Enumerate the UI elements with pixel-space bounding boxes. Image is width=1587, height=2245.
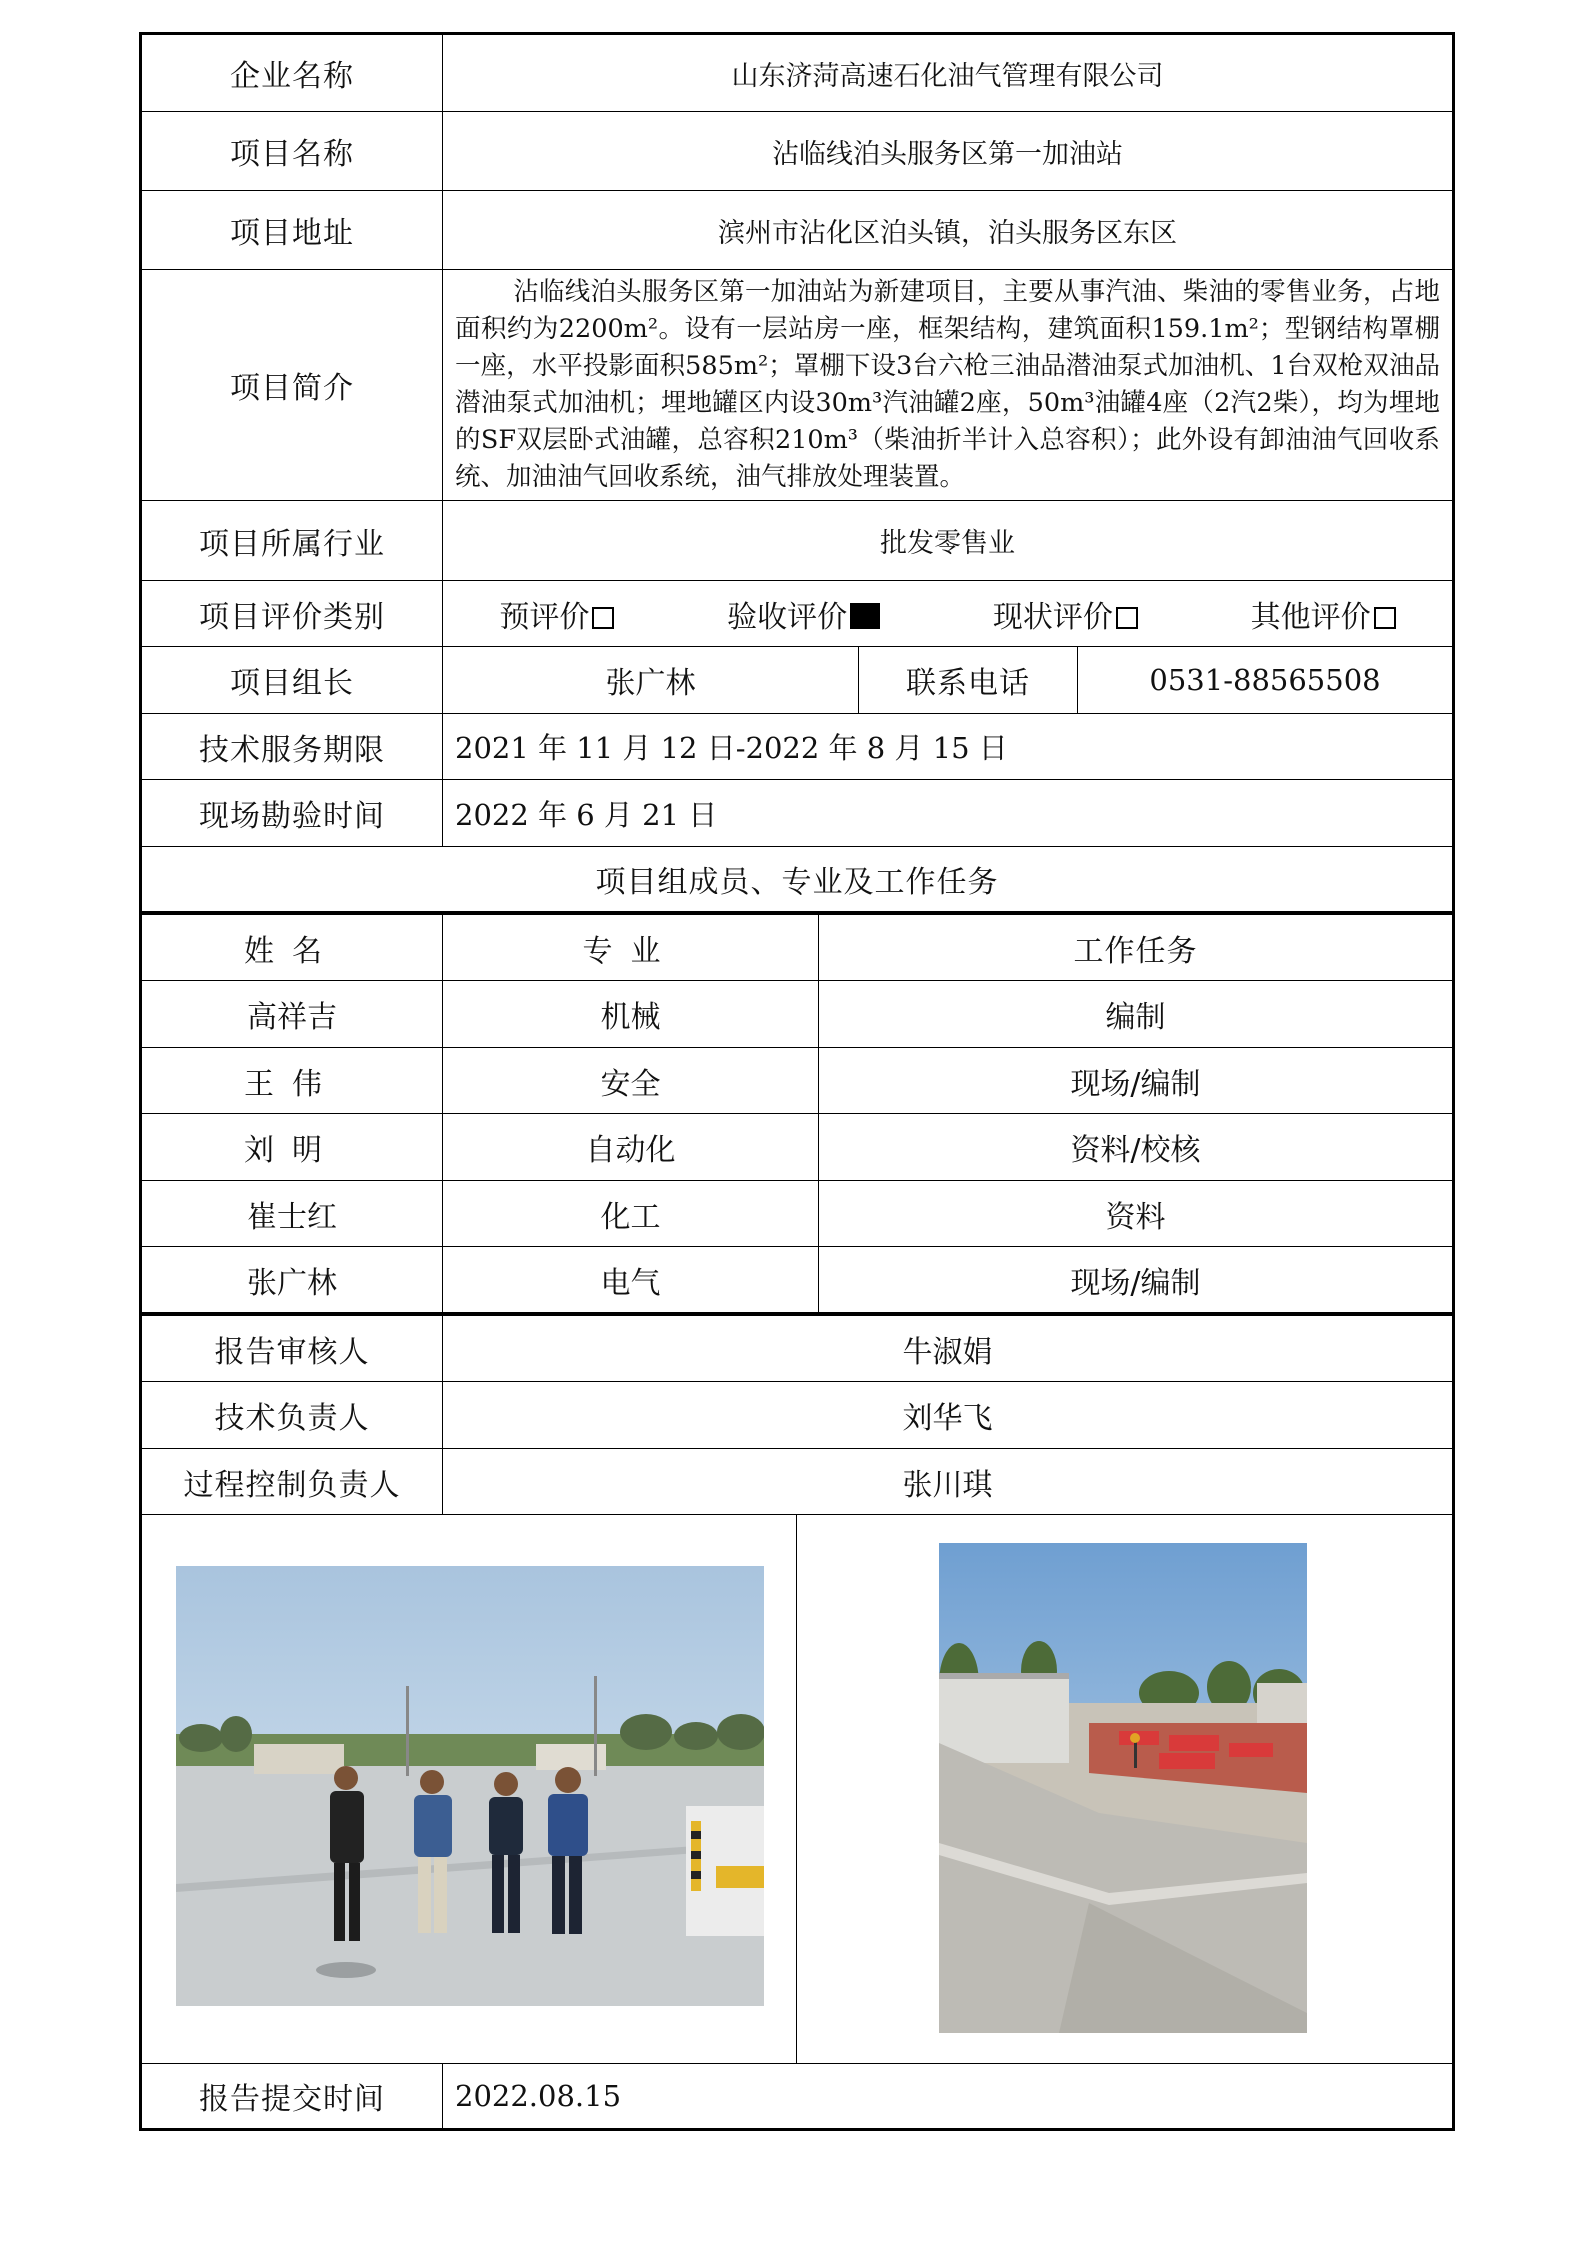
checkbox-empty-icon[interactable] (1374, 607, 1396, 629)
members-header-row (141, 915, 1454, 981)
industry-label: 项目所属行业 (141, 501, 443, 581)
site-photo-tanks (939, 1543, 1307, 2033)
photo-cell-right (797, 1515, 1454, 2064)
team-photo-image (176, 1566, 764, 2006)
site-photo-team (176, 1566, 764, 2006)
project-address-label: 项目地址 (141, 191, 443, 270)
reviewer-value: 牛淑娟 (443, 1316, 1454, 1382)
member-name: 王伟 (141, 1048, 443, 1114)
project-intro-label: 项目简介 (141, 270, 443, 501)
site-survey-row (141, 780, 1454, 847)
signoff-table (139, 1315, 1455, 2131)
project-name-label: 项目名称 (141, 112, 443, 191)
member-major: 机械 (443, 981, 819, 1048)
reviewer-row (141, 1316, 1454, 1382)
submit-time-row (141, 2064, 1454, 2130)
project-address-value: 滨州市沾化区泊头镇，泊头服务区东区 (443, 191, 1454, 270)
member-major: 安全 (443, 1048, 819, 1114)
phone-value: 0531-88565508 (1078, 647, 1454, 714)
eval-option-acceptance[interactable]: 验收评价 (727, 592, 880, 636)
member-major: 电气 (443, 1247, 819, 1314)
service-period-value: 2021 年 11 月 12 日-2022 年 8 月 15 日 (443, 714, 1454, 780)
service-period-row (141, 714, 1454, 780)
company-value: 山东济菏高速石化油气管理有限公司 (443, 34, 1454, 112)
eval-category-row (141, 581, 1454, 647)
table-row (141, 1114, 1454, 1181)
report-sheet (139, 32, 1452, 2131)
site-survey-label: 现场勘验时间 (141, 780, 443, 847)
eval-category-label: 项目评价类别 (141, 581, 443, 647)
table-row (141, 1048, 1454, 1114)
photo-cell-left (141, 1515, 797, 2064)
member-task: 资料 (819, 1181, 1454, 1247)
member-name: 崔士红 (141, 1181, 443, 1247)
eval-option-other[interactable]: 其他评价 (1251, 592, 1396, 636)
industry-value: 批发零售业 (443, 501, 1454, 581)
photos-row (141, 1515, 1454, 2064)
header-name: 姓名 (141, 915, 443, 981)
project-intro-body: 沾临线泊头服务区第一加油站为新建项目，主要从事汽油、柴油的零售业务，占地面积约为2200m²。设有一层站房一座，框架结构，建筑面积159.1m²；型钢结构罩棚一座，水平投影面积585m²；罩棚下设3台六枪三油品潜油泵式加油机、1台双枪双油品潜油泵式加油机；埋地罐区内设30m³汽油罐2座，50m³油罐4座（2汽2柴），均为埋地的SF双层卧式油罐，总容积210m³（柴油折半计入总容积）；此外设有卸油油气回收系统、加油油气回收系统，油气排放处理装置。 (455, 277, 1441, 492)
members-section-title: 项目组成员、专业及工作任务 (141, 847, 1454, 913)
team-leader-value: 张广林 (443, 647, 859, 714)
member-name: 张广林 (141, 1247, 443, 1314)
table-row (141, 1247, 1454, 1314)
project-intro-text (443, 270, 1454, 501)
process-lead-label: 过程控制负责人 (141, 1449, 443, 1515)
table-row (141, 981, 1454, 1048)
company-label: 企业名称 (141, 34, 443, 112)
member-task: 资料/校核 (819, 1114, 1454, 1181)
site-survey-value: 2022 年 6 月 21 日 (443, 780, 1454, 847)
member-major: 自动化 (443, 1114, 819, 1181)
company-row (141, 34, 1454, 112)
eval-option-status[interactable]: 现状评价 (993, 592, 1138, 636)
process-lead-row (141, 1449, 1454, 1515)
tank-area-photo-image (939, 1543, 1307, 2033)
team-leader-row (141, 647, 1454, 714)
member-major: 化工 (443, 1181, 819, 1247)
checkbox-empty-icon[interactable] (592, 607, 614, 629)
member-task: 现场/编制 (819, 1048, 1454, 1114)
project-info-table (139, 32, 1455, 914)
industry-row (141, 501, 1454, 581)
process-lead-value: 张川琪 (443, 1449, 1454, 1515)
project-intro-row (141, 270, 1454, 501)
submit-time-label: 报告提交时间 (141, 2064, 443, 2130)
checkbox-filled-icon[interactable] (850, 603, 880, 629)
members-title-row (141, 847, 1454, 913)
reviewer-label: 报告审核人 (141, 1316, 443, 1382)
tech-lead-value: 刘华飞 (443, 1382, 1454, 1449)
member-task: 现场/编制 (819, 1247, 1454, 1314)
eval-option-pre[interactable]: 预评价 (499, 592, 614, 636)
project-name-row (141, 112, 1454, 191)
member-task: 编制 (819, 981, 1454, 1048)
members-table (139, 914, 1455, 1315)
eval-category-options (443, 581, 1454, 647)
team-leader-label: 项目组长 (141, 647, 443, 714)
submit-time-value: 2022.08.15 (443, 2064, 1454, 2130)
tech-lead-row (141, 1382, 1454, 1449)
header-major: 专业 (443, 915, 819, 981)
project-name-value: 沾临线泊头服务区第一加油站 (443, 112, 1454, 191)
checkbox-empty-icon[interactable] (1116, 607, 1138, 629)
tech-lead-label: 技术负责人 (141, 1382, 443, 1449)
project-address-row (141, 191, 1454, 270)
table-row (141, 1181, 1454, 1247)
phone-label: 联系电话 (859, 647, 1078, 714)
member-name: 刘明 (141, 1114, 443, 1181)
service-period-label: 技术服务期限 (141, 714, 443, 780)
member-name: 高祥吉 (141, 981, 443, 1048)
header-task: 工作任务 (819, 915, 1454, 981)
